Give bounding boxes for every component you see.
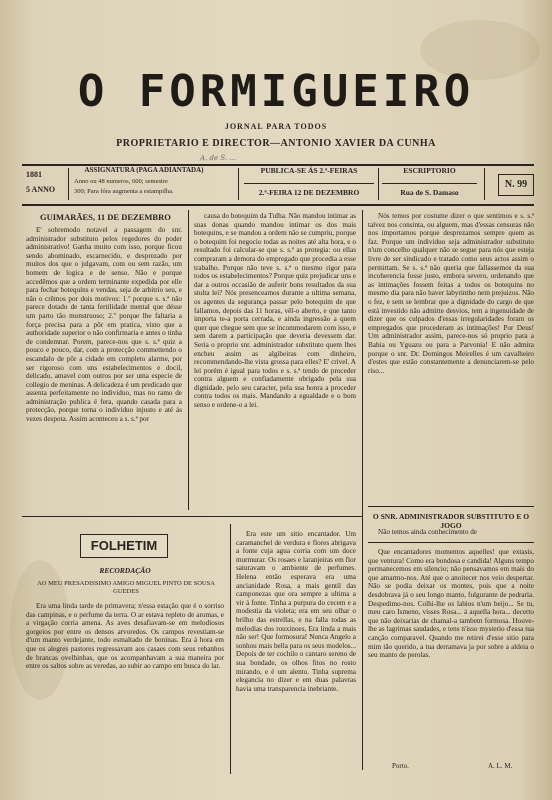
info-bar (22, 166, 534, 202)
divider (68, 168, 69, 200)
author-initials: A. L. M. (488, 762, 513, 770)
section-text: Não temos ainda conhecimento de (378, 528, 477, 536)
divider (378, 168, 379, 200)
article-column (368, 212, 534, 502)
folhetim-label: FOLHETIM (80, 534, 168, 558)
masthead-title: O FORMIGUEIRO (77, 66, 475, 117)
folhetim-column (368, 548, 534, 758)
article-column (26, 226, 182, 510)
divider (382, 183, 477, 184)
handwritten-annotation: A. de S. ... (199, 153, 237, 163)
folhetim-column (236, 530, 356, 772)
divider (244, 183, 374, 184)
divider (484, 168, 485, 200)
column-rule (362, 210, 363, 770)
subscription-line: Anno ou 48 numeros, 600; semestre (74, 178, 168, 185)
folhetim-dedication: AO MEU PRESADISSIMO AMIGO MIGUEL PINTO DE SOUSA GUEDES (37, 580, 215, 595)
subscription-line: 300; Para fóra augmenta a estampilha. (74, 188, 174, 195)
publication-heading: PUBLICA-SE ÁS 2.ª-FEIRAS (260, 166, 358, 175)
office-heading: ESCRIPTORIO (403, 166, 456, 175)
folhetim-title: RECORDAÇÃO (99, 566, 151, 575)
article-text: Nós temos por costume dizer o que sentimos e s. s.ª talvez nos consinta, ou alguem, mas d'essas censuras não nos importamos porque desprezamos sempre quem as faz. Porque um individuo seja administrador substituto n'um concelho qualquer não se segue para nós que esteja livre de ser sindicado e tratado como seus actos assim o permittam. Se s. s.ª não queria que fallassemos da sua incoherencia fosse justo, embora severo, ordenando que as intimações fossem feitas a todos os botequins no mesmo dia para não haver labyrintho nem prejuizos. Não o fez, e sem se lembrar que a dignidade do cargo de que está investido não admitte desvios, tem a ingenuidade de dizer que os culpados d'essas irregularidades foram os empregados que procederam as intimações! Por Deus! Um administrador assim, parece-nos só proprio para a Bahia ou Yguazu ou para a Parvonia! E não admira porque o snr. Dr. Domingos Meirelles é um cavalheiro d'estes que estão constantemente a denunciarem-se pelo riso... (368, 212, 534, 375)
proprietor-line: PROPRIETARIO E DIRECTOR—ANTONIO XAVIER DA CUNHA (116, 138, 436, 149)
article-heading: GUIMARÃES, 11 DE DEZEMBRO (40, 212, 171, 222)
section-heading: O SNR. ADMINISTRADOR SUBSTITUTO E O JOGO (372, 512, 530, 530)
folhetim-column (26, 602, 224, 772)
publication-date: 2.ª-FEIRA 12 DE DEZEMBRO (258, 188, 360, 197)
article-text: E' sobremodo notavel a passagem do snr. administrador substituto pelos regedores do poder administrativo! Ganha muito com isso, porque ficou sendo abominado, escarnecido, e desprezado por muitos dos que o julgavam, com ou sem razão, um homem de logica e de senso. Não e porque accedêmos que a ordem terminante expedida por elle para fechar botequins e vendas, seja de arbitrio seu, e não o crêmos por dois motivos: 1.º porque s. s.ª não parece dotado de tanta fertilidade mental que désse um parto tão monstruoso; 2.º porque lhe faltaria a força precisa para a pôr em pratica, visto que a authoridade superior o não confirmaria e antes o tinha de condemnar. Porem, parece-nos que s. s.ª quiz a pouco e pouco, dar, com a protecção commettendo o escandalo de pôr a cidade em completo alarme, por ser rigoroso com uns estabelecimentos e docil, delicado, amavel com outros por ser uma especie de collegio de meninas. A delicadeza é um predicado que assenta perfeitamente no individuo, mas no ramo de administração publica é fera, quando casada para a protecção, porque torna o individuo injusto e até ás vezes despota. Assim aconteceu a s. s.ª por (26, 226, 182, 424)
section-column (368, 528, 534, 542)
anno-label: 5 ANNO (26, 185, 56, 194)
column-rule (230, 524, 231, 774)
masthead-subtitle: JORNAL PARA TODOS (224, 122, 328, 131)
divider (368, 542, 534, 543)
folhetim-text: Que encantadores momentos aquelles! que extasis, que ventura! Como era bondosa e candida! Alguns tempo permanecemos em silencio; não pensavamos em mais do que amarmo-nos. Até que o anoitecer nos veio despertar. Não se podia deixar os montes, pois que a noite desdobrava já o seu longo manto, fulgurante de pedraria. Despedimo-nos. Colhi-lhe os labios n'um beijo... Se tu, meu caro Ismeno, visses Rosa... á aquella hora... decerto que não deixarias de chamal-a tambem formosa. Houve-lhe as lagrimas saudades, e tens n'isso mysterio d'essa tua canção comparavel. Quando me retirei d'esse sitio para mim tão querido, a tua derramava ja por sobre a aldeia o seu manto de perolas. (368, 548, 534, 660)
place-signoff: Porto. (392, 762, 409, 770)
article-text: causa do botequim da Tulha. Não mandou intimar as suas donas quando mandou intimar os dos mais botequins, e se mandou a ordem não se cumpriu, porque o botequim foi negocio todas as noites até alta hora, e o resultado foi calcular-se que s. s.ª as protegia: ou ellas compraram a demora do empregado que procedia a esse trabalho. Porque não teve s. s.ª o mesmo rigor para todos os estabelecimentos? Porque quiz prejudicar uns e dar a outros occasião de auferir bons resultados da sua stulta lei? Nós presenceamos durante a ultima semana, os agentes da segurança passar pelo botequim de que fallamos, depois das 11 horas, vêl-o aberto, e que tanto importa te-a porta cerrada, e ainda ingressão a quem quer que chegue sem que se incommodarem com isso, e sem darem a participação que deveria devessem dar. Seria o proprio snr. administrador substituto quem lhes encheu assim as algibeiras com dinheiro, recommendando-lhe vista grossa para elles? E' crivel. A lei porém é igual para todos e s. s.ª tendo de proceder contra alguem e confiadamente obrigado pela sua dignidade, pelo seu caracter, pela sua honra a proceder contra todos os mais. Mandando a egualdade e o bom senso e ordene-o a lei. (194, 212, 356, 410)
issue-number: N. 99 (498, 174, 534, 196)
divider (368, 506, 534, 507)
column-rule (188, 210, 189, 510)
office-address: Rua de S. Damaso (400, 188, 459, 197)
article-column (194, 212, 356, 510)
subscription-heading: ASSIGNATURA (PAGA ADIANTADA) (84, 166, 204, 174)
folhetim-text: Era este um sitio encantador. Um caramanchel de verdura e flores abrigava a fonte cuja agua corria com um doce murmurar. Os rosaes e laranjeiras em flor saturavam o ambiente de perfumes. Helena então esperava era uma ancianidade Rosa, a mais gentil das camponezas que ora sempre a ultima a vir á fonte. Tinha a purpura do cecem e a modestia da violeta; era em seu olhar o brilho das estrellas, e na falla todas as melodias dos rouxinoes, Era linda a mais não ser! Que formosura! Nunca Angelo a sonhou mais bella para os seus modelos... Depois de ter cochilo o cantaro sereno de sua bondade, os olhos fitos no rosto mirando, e é um alento. Tinha suprema elegancia no dizer e em duas palavras havia uma transparencia inebriante. (236, 530, 356, 693)
year-label: 1881 (26, 170, 42, 179)
divider (238, 168, 239, 200)
folhetim-text: Era uma linda tarde de primavera; n'essa estação que é o sorriso das campinas, e o perfume da terra. O ar estava repleto de aromas, e a virgação corria amena. As aves desafiavam-se em melodiosos gorgeios por entre os densos arvoredos. Os campos revestiam-se d'um manto verdejante, todo esmaltado de boninas. Era á hora em que os alegres pastores regressavam aos casaes com seus rebanhos de brancas ovelhinhas, que os acompanhavam a sua maneira por entre os saltos sobre as veredas, ao subir ao campo em busca do lar. (26, 602, 224, 671)
divider (22, 516, 362, 517)
divider (22, 204, 534, 206)
